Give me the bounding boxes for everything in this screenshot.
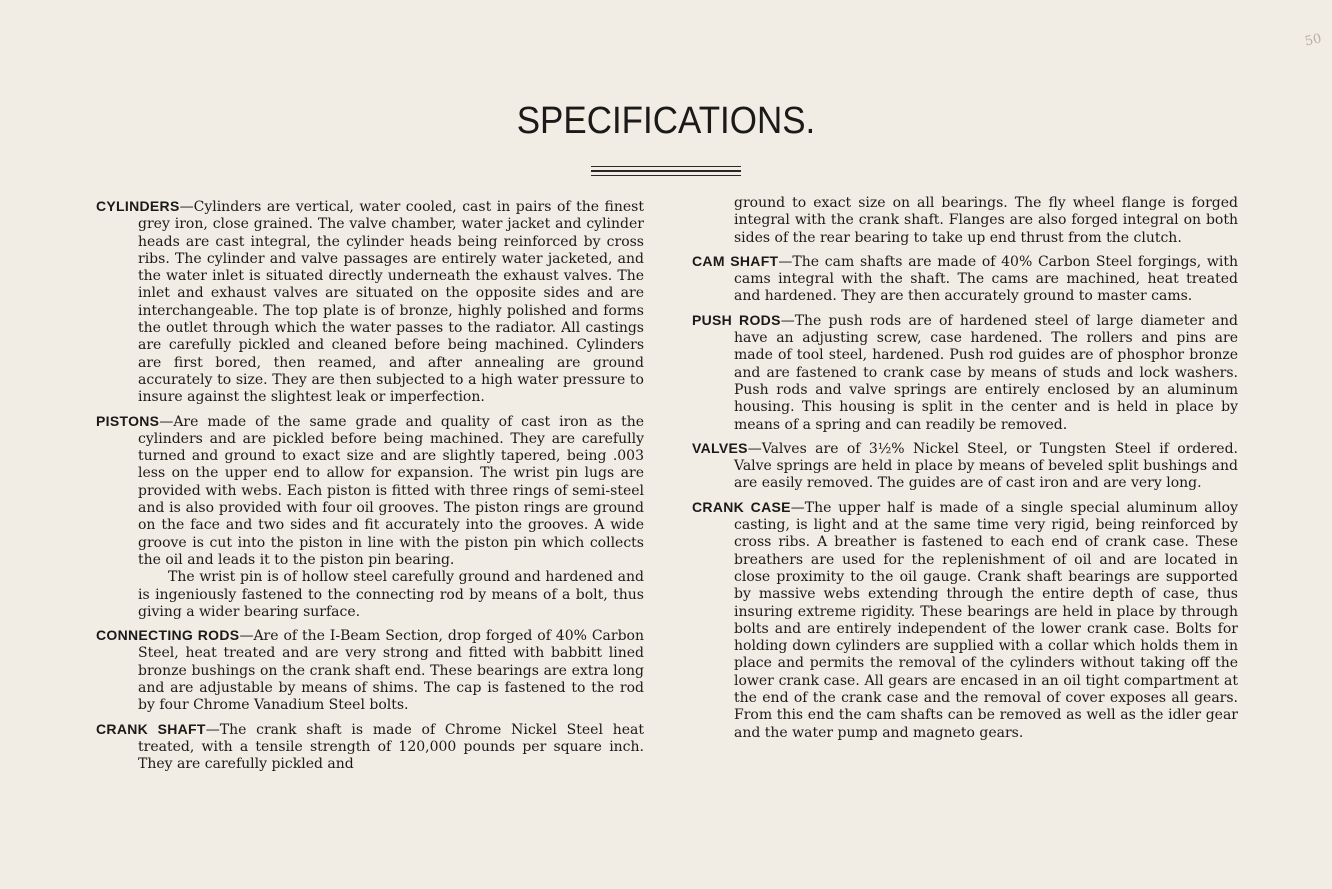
section-text: —Cylinders are vertical, water cooled, cast in pairs of the finest grey iron, close grained. The valve chamber, water jacket and cylinder heads are cast integral, the cylinder heads being reinforced by cross ribs. The cylinder and valve passages are entirely water jacketed, and the water inlet is situated directly underneath the exhaust valves. The inlet and exhaust valves are situated on the opposite sides and are interchangeable. The top plate is of bronze, highly polished and forms the outlet through which the water passes to the radiator. All castings are carefully pickled and cleaned before being machined. Cylinders are first bored, then reamed, and after annealing are ground accurately to size. They are then subjected to a high water pressure to insure against the slightest leak or imperfection. (138, 199, 644, 406)
title-rule-middle (591, 170, 741, 172)
section-cam-shaft (692, 253, 1238, 306)
section-text: —The cam shafts are made of 40% Carbon Steel forgings, with cams integral with the shaft. The cams are machined, heat treated and hardened. They are then accurately ground to master cams. (734, 253, 1238, 305)
title-rule-top (591, 166, 741, 167)
section-push-rods (692, 312, 1238, 434)
section-heading: PISTONS (96, 412, 160, 429)
section-cylinders (96, 198, 644, 407)
section-text: —Are made of the same grade and quality of cast iron as the cylinders and are pickled before being machined. They are carefully turned and ground to exact size and are slightly tapered, being .003 less on the upper end to allow for expansion. The wrist pin lugs are provided with webs. Each piston is fitted with three rings of semi-steel and is also provided with four oil grooves. The piston rings are ground on the face and two sides and fit accurately into the grooves. A wide groove is cut into the piston in line with the piston pin which collects the oil and leads it to the piston pin bearing. (138, 413, 644, 568)
section-text: —The upper half is made of a single special aluminum alloy casting, is light and at the same time very rigid, being reinforced by cross ribs. A breather is fastened to each end of crank case. These breathers are used for the replenishment of oil and are located in close proximity to the oil gauge. Crank shaft bearings are supported by massive webs extending through the entire depth of case, thus insuring extreme rigidity. These bearings are held in place by through bolts and are entirely independent of the lower crank case. Bolts for holding down cylinders are supplied with a collar which holds them in place and permits the removal of the cylinders without taking off the lower crank case. All gears are encased in an oil tight compartment at the end of the crank case and the removal of cover exposes all gears. From this end the cam shafts can be removed as well as the idler gear and the water pump and magneto gears. (734, 499, 1239, 741)
title-rule-bottom (591, 175, 741, 176)
section-text: —Are of the I-Beam Section, drop forged of 40% Carbon Steel, heat treated and are very strong and fitted with babbitt lined bronze bushings on the crank shaft end. These bearings are extra long and are adjustable by means of shims. The cap is fastened to the rod by four Chrome Vanadium Steel bolts. (138, 628, 645, 714)
section-crank-case (692, 499, 1238, 742)
left-column (96, 198, 644, 780)
section-pistons (96, 413, 644, 622)
section-valves (692, 440, 1238, 493)
page-title: SPECIFICATIONS. (516, 100, 816, 142)
section-text: —The push rods are of hardened steel of large diameter and have an adjusting screw, case hardened. The rollers and pins are made of tool steel, hardened. Push rod guides are of phosphor bronze and are fastened to crank case by means of studs and lock washers. Push rods and valve springs are entirely enclosed by an aluminum housing. This housing is split in the center and is held in place by means of a spring and can readily be removed. (734, 312, 1238, 433)
right-column (692, 195, 1238, 748)
pencil-margin-note: 50 (1304, 31, 1324, 50)
section-crank-shaft (96, 721, 644, 774)
section-connecting-rods (96, 627, 644, 714)
section-heading: CRANK CASE (692, 498, 791, 515)
section-heading: VALVES (692, 439, 748, 456)
section-heading: CRANK SHAFT (96, 720, 206, 737)
section-text-paragraph-2: The wrist pin is of hollow steel carefully ground and hardened and is ingeniously fastened to the connecting rod by means of a bolt, thus giving a wider bearing surface. (138, 569, 644, 620)
section-text: —The crank shaft is made of Chrome Nickel Steel heat treated, with a tensile strength of 120,000 pounds per square inch. They are carefully pickled and (138, 721, 644, 773)
section-heading: PUSH RODS (692, 311, 781, 328)
section-text: —Valves are of 3½% Nickel Steel, or Tungsten Steel if ordered. Valve springs are held in place by means of beveled split bushings and are easily removed. The guides are of cast iron and are very long. (734, 440, 1238, 492)
section-heading: CYLINDERS (96, 198, 180, 214)
section-heading: CONNECTING RODS (96, 627, 240, 644)
section-heading: CAM SHAFT (692, 252, 779, 269)
section-crank-shaft-continued: ground to exact size on all bearings. The fly wheel flange is forged integral with the crank shaft. Flanges are also forged integral on both sides of the rear bearing to take up end thrust from the clutch. (734, 195, 1238, 246)
